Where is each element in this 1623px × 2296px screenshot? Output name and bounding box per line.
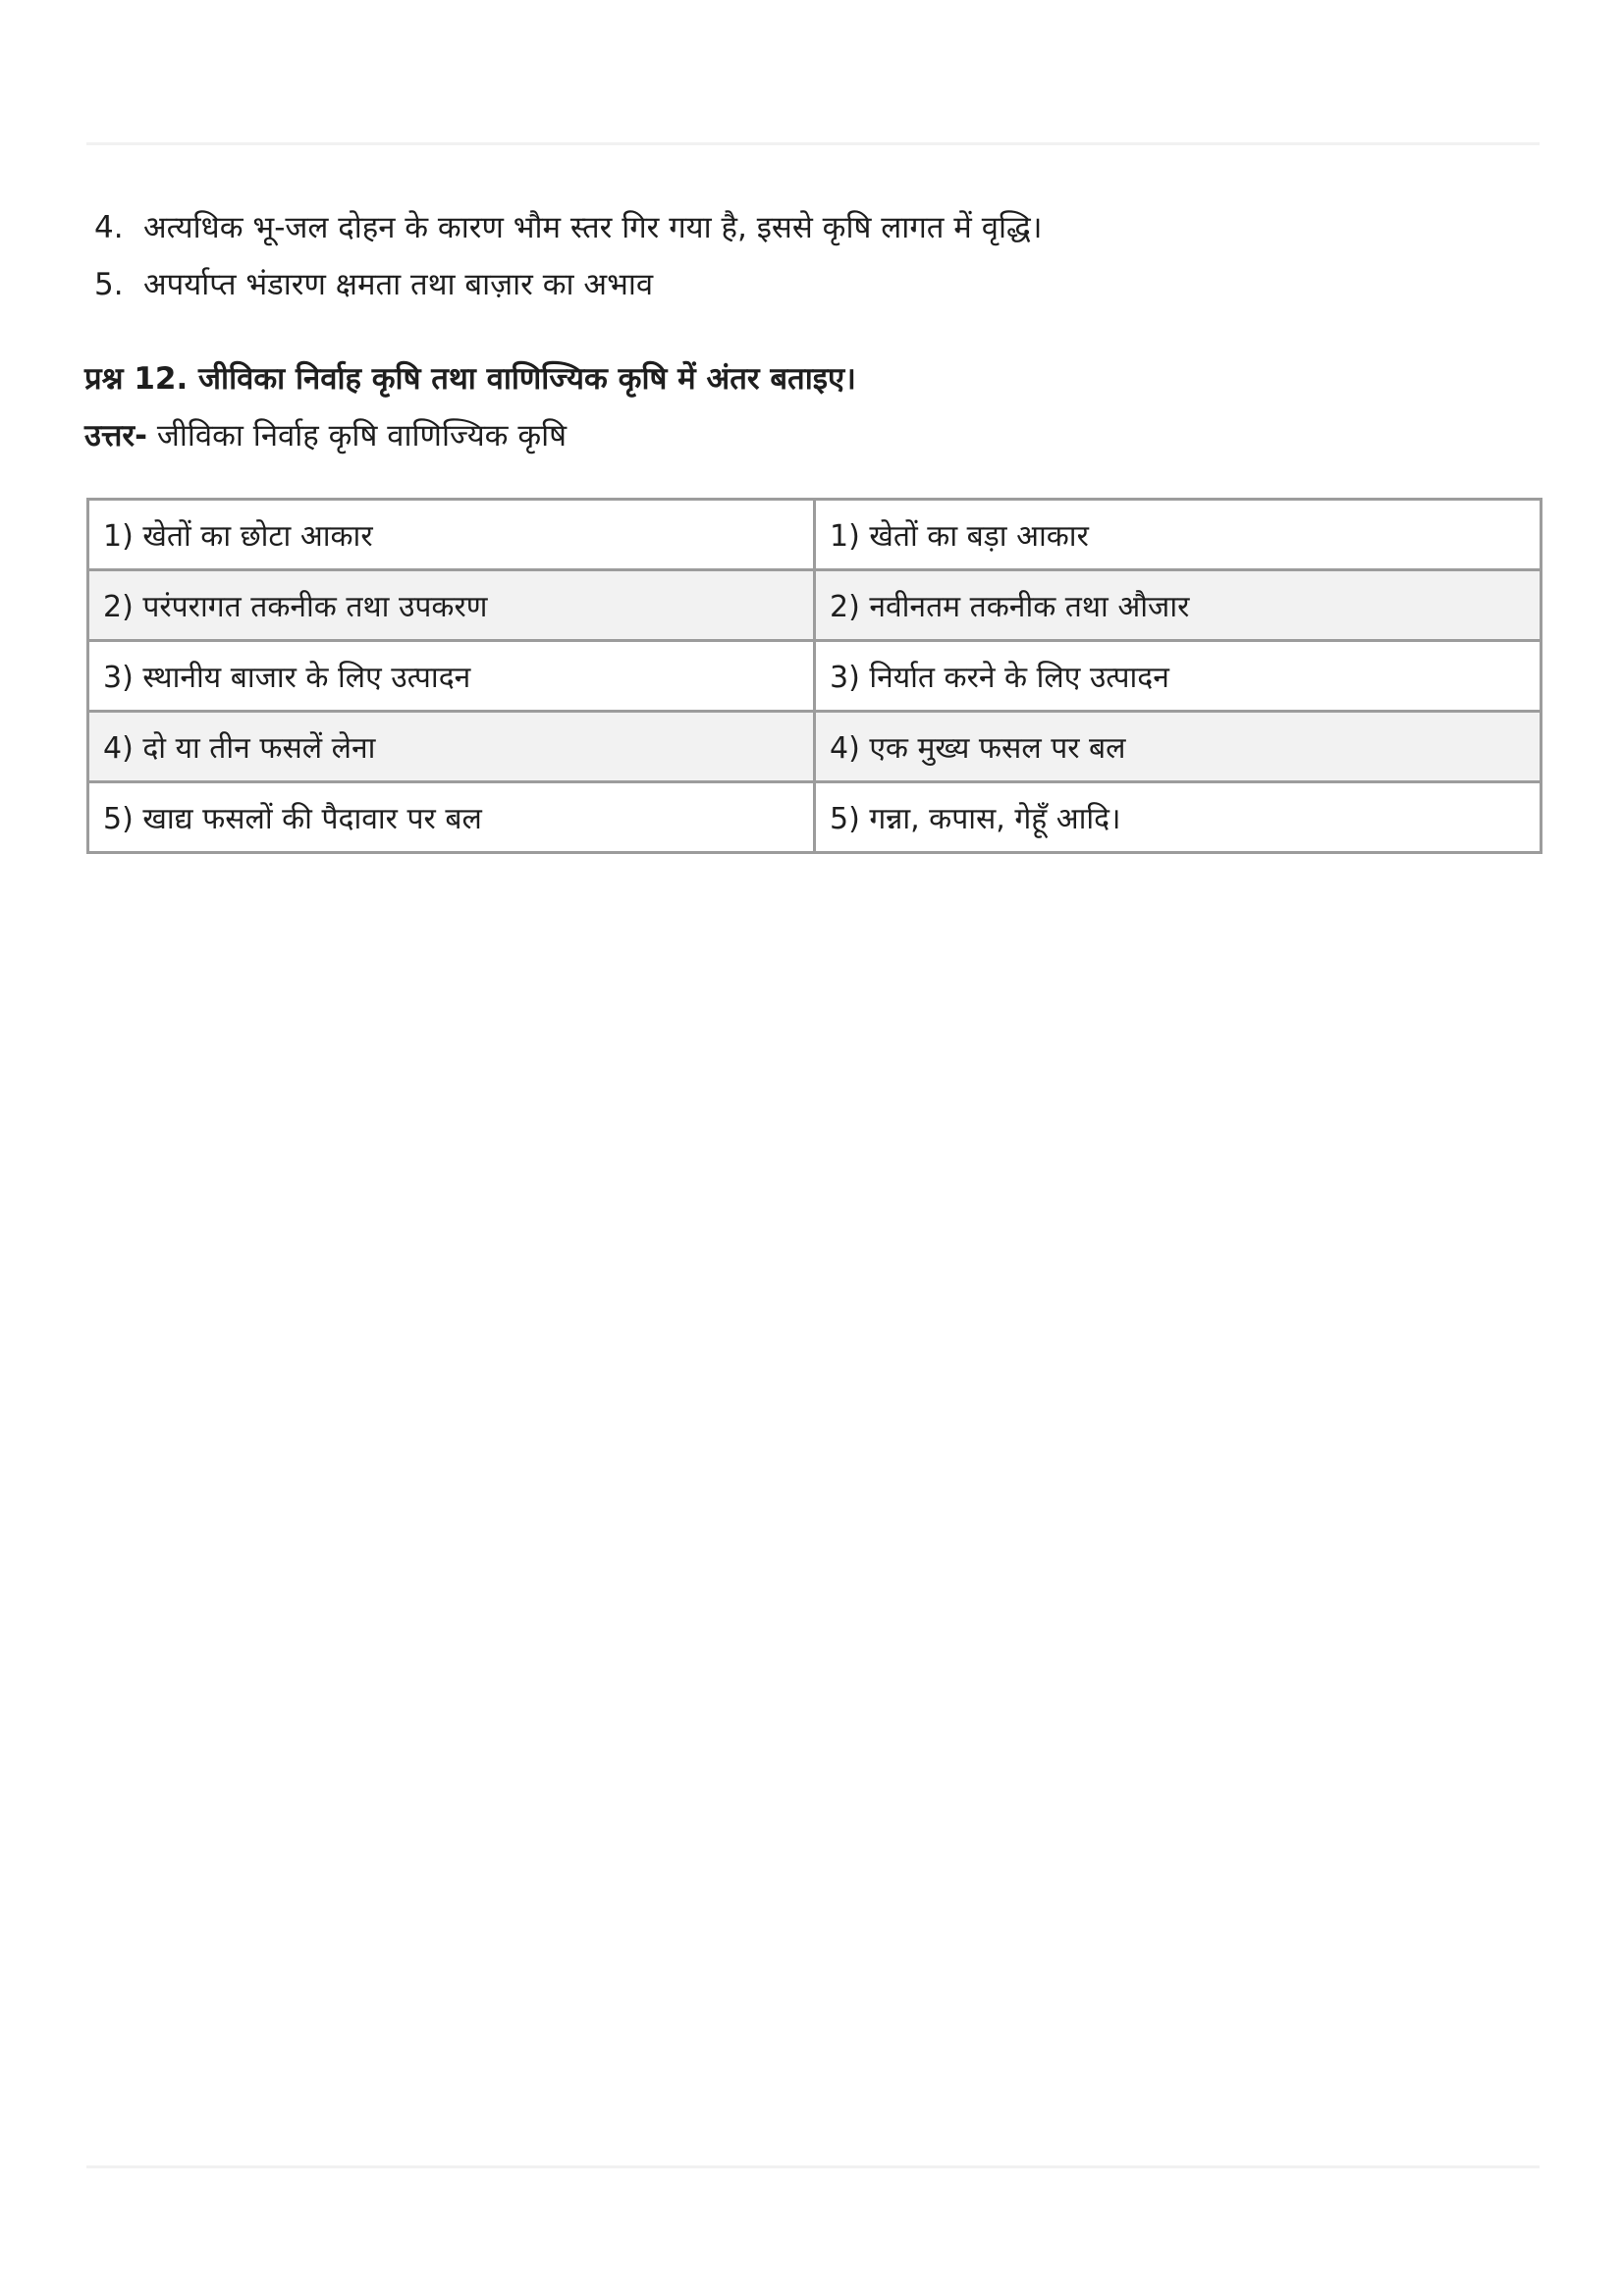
table-cell-subsistence: 3) स्थानीय बाजार के लिए उत्पादन: [88, 641, 815, 712]
question-heading: प्रश्न 12. जीविका निर्वाह कृषि तथा वाणिज्यिक कृषि में अंतर बताइए।: [84, 361, 856, 397]
table-row: [88, 570, 1542, 641]
list-item-number: 4.: [94, 210, 124, 245]
table-cell-commercial: 5) गन्ना, कपास, गेहूँ आदि।: [815, 782, 1542, 853]
table-row: [88, 500, 1542, 570]
table-cell-commercial: 1) खेतों का बड़ा आकार: [815, 500, 1542, 570]
table-cell-commercial: 4) एक मुख्य फसल पर बल: [815, 712, 1542, 782]
table-cell-subsistence: 2) परंपरागत तकनीक तथा उपकरण: [88, 570, 815, 641]
table-row: [88, 782, 1542, 853]
table-cell-subsistence: 4) दो या तीन फसलें लेना: [88, 712, 815, 782]
answer-text: जीविका निर्वाह कृषि वाणिज्यिक कृषि: [146, 418, 568, 454]
table-cell-commercial: 3) निर्यात करने के लिए उत्पादन: [815, 641, 1542, 712]
comparison-table: [86, 498, 1542, 854]
table-cell-commercial: 2) नवीनतम तकनीक तथा औजार: [815, 570, 1542, 641]
list-item-number: 5.: [94, 267, 124, 302]
table-row: [88, 641, 1542, 712]
top-divider: [86, 142, 1540, 145]
table-row: [88, 712, 1542, 782]
list-item-text: अपर्याप्त भंडारण क्षमता तथा बाज़ार का अभाव: [143, 267, 654, 302]
list-item-text: अत्यधिक भू-जल दोहन के कारण भौम स्तर गिर गया है, इससे कृषि लागत में वृद्धि।: [143, 210, 1043, 245]
list-item: [90, 265, 1524, 304]
list-item: [90, 208, 1524, 247]
bottom-divider: [86, 2165, 1540, 2168]
points-list: [90, 208, 1524, 322]
table-cell-subsistence: 1) खेतों का छोटा आकार: [88, 500, 815, 570]
answer-label: उत्तर-: [84, 418, 147, 454]
answer-line: [84, 415, 567, 456]
table-cell-subsistence: 5) खाद्य फसलों की पैदावार पर बल: [88, 782, 815, 853]
